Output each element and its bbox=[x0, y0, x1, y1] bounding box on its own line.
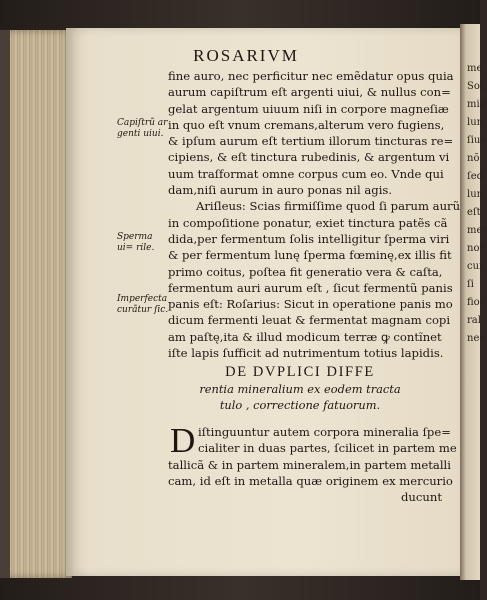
body-line: iſte lapis ſufficit ad nutrimentum totius lapidis. bbox=[168, 346, 444, 361]
chapter-text bbox=[168, 421, 457, 505]
body-line: dida,per fermentum ſolis intelligitur ſperma viri bbox=[168, 231, 450, 246]
body-line: dam,niſi aurum in auro ponas nil agis. bbox=[168, 183, 393, 198]
right-page-fragment: cui bbox=[467, 261, 483, 272]
body-line: cipiens, & eſt tinctura rubedinis, & argentum vi bbox=[168, 150, 450, 165]
right-page-fragment: fior bbox=[467, 297, 485, 308]
right-page-fragment: Sol, bbox=[467, 81, 487, 92]
right-page-fragment: nõ bbox=[467, 153, 480, 164]
chapter-line: cam, id eſt in metalla quæ originem ex mercurio bbox=[168, 473, 453, 488]
running-title: ROSARIVM bbox=[193, 46, 299, 65]
right-page-fragment: eſt bbox=[467, 207, 481, 218]
body-line: & ipſum aurum eſt tertium illorum tincturas re= bbox=[168, 134, 454, 149]
body-line: gelat argentum uiuum niſi in corpore magneſiæ bbox=[168, 101, 449, 116]
section-heading-line: DE DVPLICI DIFFE bbox=[225, 364, 375, 380]
drop-cap: D bbox=[170, 421, 196, 460]
body-line: fine auro, nec perficitur nec emẽdatur opus quia bbox=[168, 69, 454, 83]
body-line: Ariſleus: Scias firmiſſime quod ſi parum aurũ bbox=[196, 199, 461, 214]
section-heading-line: rentia mineralium ex eodem tracta bbox=[199, 382, 401, 396]
body-line: panis eſt: Roſarius: Sicut in operatione panis mo bbox=[168, 297, 453, 312]
body-line: fermentum auri aurum eſt , ſicut fermentũ panis bbox=[168, 280, 453, 295]
body-line: dicum fermenti leuat & fermentat magnam copi bbox=[168, 313, 451, 328]
right-page-fragment: mia bbox=[467, 99, 486, 110]
right-page-fragment: lun bbox=[467, 117, 484, 128]
body-line: primo coitus, poſtea fit generatio vera & caſta, bbox=[168, 264, 443, 279]
right-page-fragment: lun bbox=[467, 189, 484, 200]
body-line: aurum capiſtrum eſt argenti uiui, & nullus con= bbox=[168, 85, 451, 100]
section-heading-line: tulo , correctione fatuorum. bbox=[219, 398, 381, 412]
right-page-fragment: me bbox=[467, 63, 483, 74]
margin-note-capistrum: Capiſtrũ ar genti uiui. bbox=[117, 118, 168, 139]
section-heading bbox=[199, 364, 400, 413]
body-line: uum traſformat omne corpus cum eo. Vnde qui bbox=[168, 166, 444, 181]
body-line: in quo eſt vnum cremans,alterum vero fugiens, bbox=[168, 117, 445, 132]
body-line: & per fermentum lunę ſperma fœminę,ex illis fit bbox=[168, 248, 452, 263]
chapter-line: cialiter in duas partes, ſcilicet in partem me bbox=[198, 441, 457, 456]
margin-note-sperma: Sperma ui= rile. bbox=[117, 232, 155, 253]
body-line: am paſtę,ita & illud modicum terræ ꝙ contĩnet bbox=[168, 329, 442, 344]
right-page-fragment: mer bbox=[467, 225, 487, 236]
right-page-text bbox=[467, 60, 487, 500]
chapter-line: iſtinguuntur autem corpora mineralia ſpe= bbox=[198, 425, 451, 439]
right-page-fragment: neo bbox=[467, 333, 486, 344]
chapter-line: ducunt bbox=[401, 490, 442, 505]
right-page-fragment: ſi bbox=[467, 279, 474, 290]
chapter-line: tallicã & in partem mineralem,in partem metalli bbox=[168, 457, 451, 472]
body-text bbox=[168, 68, 461, 361]
margin-note-imperfecta: Imperfecta curãtur ſic. bbox=[117, 294, 169, 315]
right-page-fragment: ſed bbox=[467, 171, 484, 182]
left-page-stack bbox=[0, 30, 72, 578]
right-page-fragment: nor bbox=[467, 243, 485, 254]
right-page-fragment: ral bbox=[467, 315, 481, 326]
body-line: in compoſitione ponatur, exiet tinctura patẽs cã bbox=[168, 215, 448, 230]
right-page-fragment: ſiue bbox=[467, 135, 487, 146]
book-binding-edge bbox=[0, 30, 10, 578]
